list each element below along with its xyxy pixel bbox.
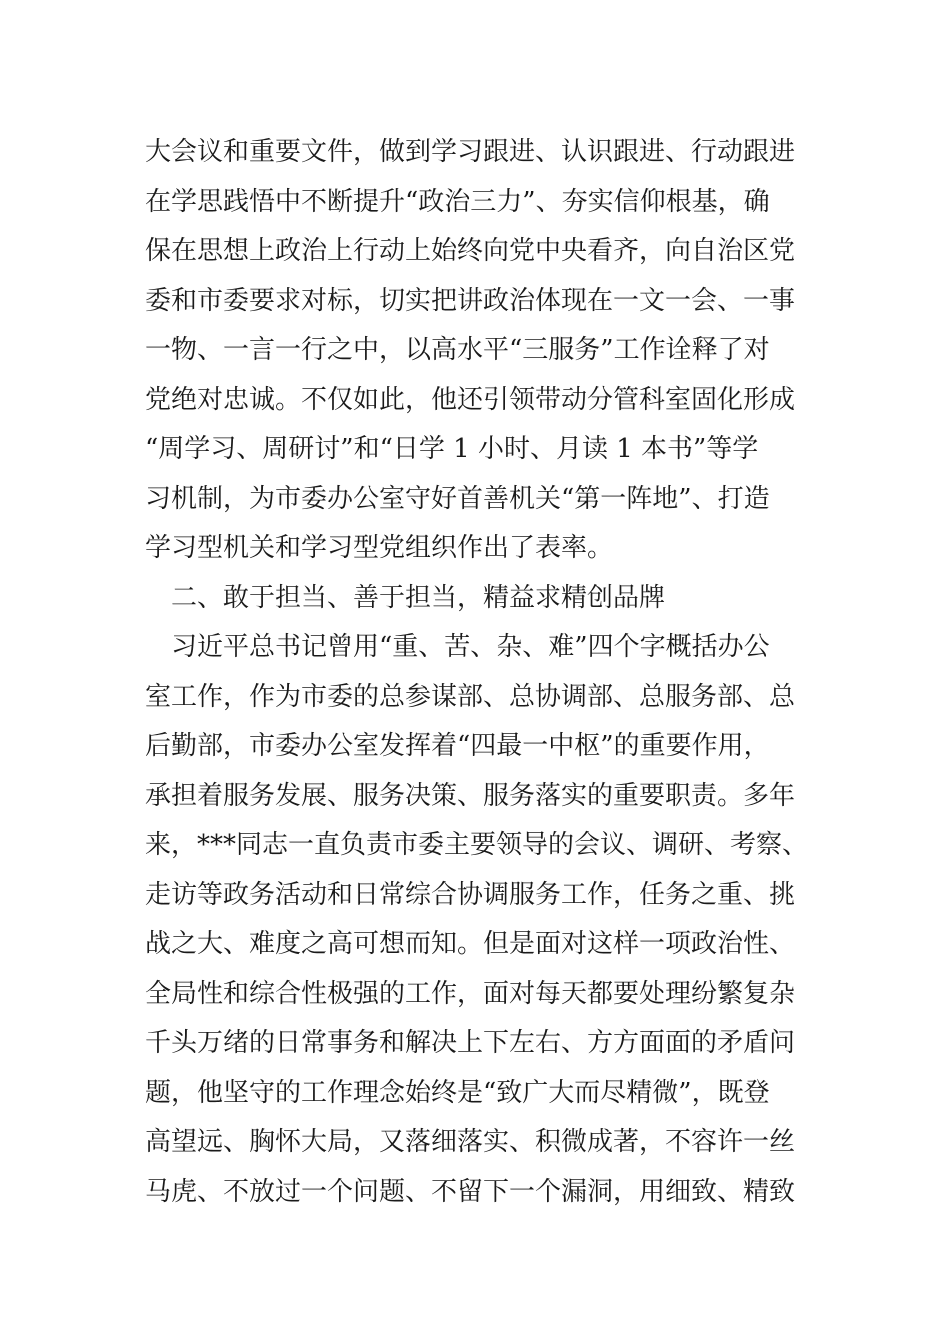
text-line-4: 委和市委要求对标，切实把讲政治体现在一文一会、一事 bbox=[145, 285, 796, 316]
text-line-2: 在学思践悟中不断提升“政治三力”、夯实信仰根基，确 bbox=[145, 186, 770, 217]
text-line-13: 后勤部，市委办公室发挥着“四最一中枢”的重要作用， bbox=[145, 731, 770, 761]
section-heading: 二、敢于担当、善于担当，精益求精创品牌 bbox=[145, 582, 666, 613]
text-line-14: 承担着服务发展、服务决策、服务落实的重要职责。多年 bbox=[145, 780, 796, 811]
text-line-22: 马虎、不放过一个问题、不留下一个漏洞，用细致、精致 bbox=[145, 1176, 796, 1207]
text-line-18: 全局性和综合性极强的工作，面对每天都要处理纷繁复杂 bbox=[145, 978, 796, 1009]
text-line-8: 习机制，为市委办公室守好首善机关“第一阵地”、打造 bbox=[145, 483, 770, 514]
text-line-17: 战之大、难度之高可想而知。但是面对这样一项政治性、 bbox=[145, 929, 796, 959]
text-line-21: 高望远、胸怀大局，又落细落实、积微成著，不容许一丝 bbox=[145, 1127, 796, 1157]
text-line-1: 大会议和重要文件，做到学习跟进、认识跟进、行动跟进 bbox=[145, 137, 796, 167]
text-line-15: 来，***同志一直负责市委主要领导的会议、调研、考察、 bbox=[145, 830, 809, 860]
text-line-3: 保在思想上政治上行动上始终向党中央看齐，向自治区党 bbox=[145, 236, 796, 266]
document-body bbox=[145, 128, 815, 1217]
text-line-7: “周学习、周研讨”和“日学 1 小时、月读 1 本书”等学 bbox=[145, 434, 759, 464]
text-line-6: 党绝对忠诚。不仅如此，他还引领带动分管科室固化形成 bbox=[145, 384, 796, 415]
text-line-16: 走访等政务活动和日常综合协调服务工作，任务之重、挑 bbox=[145, 879, 796, 910]
text-line-9: 学习型机关和学习型党组织作出了表率。 bbox=[145, 533, 614, 563]
text-line-5: 一物、一言一行之中，以高水平“三服务”工作诠释了对 bbox=[145, 335, 770, 365]
text-line-11: 习近平总书记曾用“重、苦、杂、难”四个字概括办公 bbox=[145, 632, 770, 662]
text-line-19: 千头万绪的日常事务和解决上下左右、方方面面的矛盾问 bbox=[145, 1028, 796, 1058]
text-line-20: 题，他坚守的工作理念始终是“致广大而尽精微”，既登 bbox=[145, 1077, 770, 1108]
text-line-12: 室工作，作为市委的总参谋部、总协调部、总服务部、总 bbox=[145, 681, 796, 712]
